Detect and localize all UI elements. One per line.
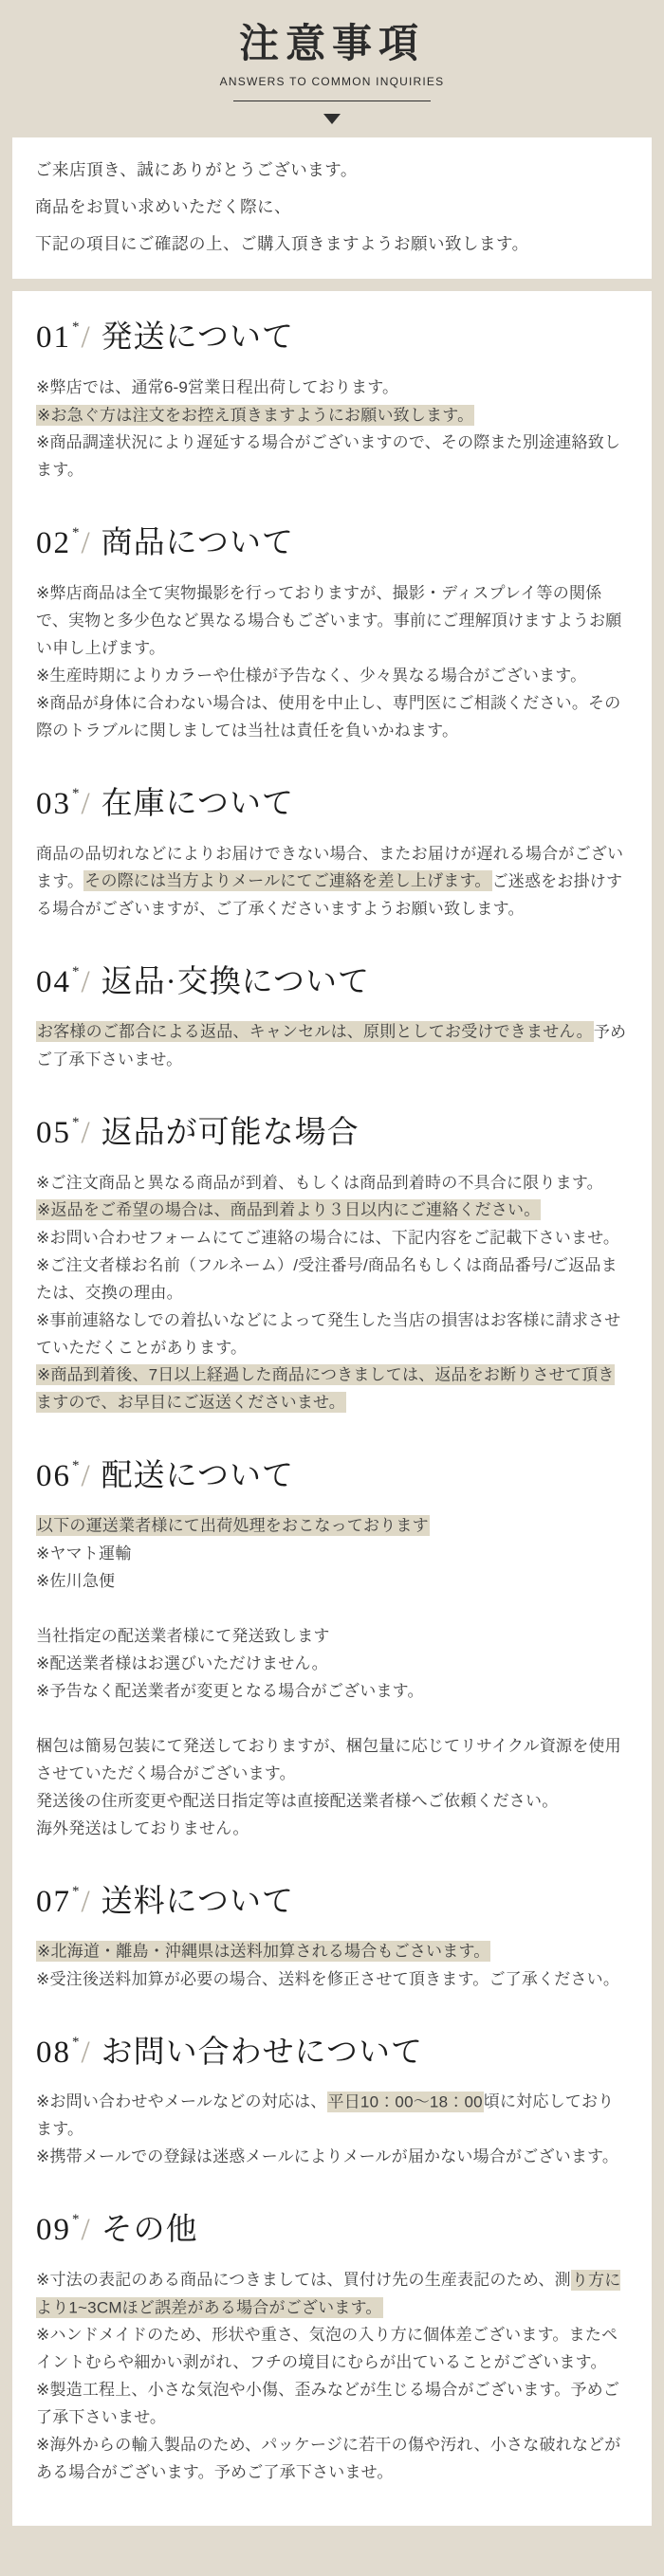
text-run: 予めご了承下さいませ。	[36, 1022, 627, 1069]
text-run: ご迷惑をお掛けする場合がございますが、ご了承くださいますようお願い致します。	[36, 871, 623, 918]
text-run: ※海外からの輸入製品のため、パッケージに若干の傷や汚れ、小さな破れなどがある場合がございます。予めご了承下さいませ。	[36, 2436, 621, 2482]
asterisk-mark: *	[72, 525, 81, 541]
text-run: ※ハンドメイドのため、形状や重さ、気泡の入り方に個体差ございます。またペイントむらや細かい剥がれ、フチの境目にむらが出ていることがございます。	[36, 2326, 618, 2372]
notice-paragraph	[36, 1169, 628, 1197]
notice-paragraph	[36, 1224, 628, 1251]
section-number: 07	[36, 1884, 71, 1919]
section-title: お問い合わせについて	[101, 2035, 424, 2070]
section-title: 配送について	[101, 1458, 295, 1493]
section-04	[36, 962, 628, 1073]
notice-paragraph	[36, 1938, 628, 1965]
notice-paragraph	[36, 1677, 628, 1705]
intro-line: ご来店頂き、誠にありがとうございます。	[35, 160, 358, 180]
intro-line: 下記の項目にご確認の上、ご購入頂きますようお願い致します。	[35, 234, 529, 254]
highlighted-text: ※商品到着後、7日以上経過した商品につきましては、返品をお断りさせて頂きますので、お早目にご返送くださいませ。	[36, 1365, 615, 1412]
page-title: 注意事項	[238, 21, 425, 65]
slash-divider: /	[81, 964, 91, 999]
notice-paragraph	[36, 1018, 628, 1073]
notice-paragraph	[36, 1197, 628, 1224]
down-triangle-icon	[323, 114, 341, 124]
notice-paragraph	[36, 1306, 628, 1361]
section-number: 06	[36, 1458, 71, 1493]
notice-card	[12, 291, 652, 2526]
asterisk-mark: *	[72, 2212, 81, 2228]
section-09	[36, 2210, 628, 2486]
section-heading	[36, 2033, 628, 2074]
sections	[36, 318, 628, 2486]
section-heading	[36, 1113, 628, 1154]
highlighted-text: ※お急ぐ方は注文をお控え頂きますようにお願い致します。	[37, 406, 474, 425]
text-run: 頃に対応しております。	[36, 2092, 615, 2139]
section-heading	[36, 1456, 628, 1497]
text-run: 当社指定の配送業者様にて発送致します	[36, 1626, 330, 1645]
section-title: 商品について	[101, 526, 295, 561]
section-title: 送料について	[101, 1884, 295, 1919]
section-title: 返品が可能な場合	[101, 1115, 360, 1150]
highlighted-text: ※返品をご希望の場合は、商品到着より３日以内にご連絡ください。	[37, 1200, 541, 1219]
asterisk-mark: *	[72, 2034, 81, 2050]
section-01	[36, 318, 628, 484]
highlighted-text: ※北海道・離島・沖縄県は送料加算される場合もごさいます。	[37, 1942, 490, 1961]
text-run: 商品の品切れなどによりお届けできない場合、またお届けが遅れる場合がございます。	[36, 844, 624, 890]
section-title: 発送について	[101, 320, 295, 356]
text-run: 海外発送はしておりません。	[36, 1818, 249, 1837]
section-heading	[36, 962, 628, 1003]
text-run: ※佐川急便	[36, 1571, 116, 1590]
section-07	[36, 1882, 628, 1993]
asterisk-mark: *	[72, 963, 81, 979]
intro-card	[12, 137, 652, 279]
notice-paragraph	[36, 1965, 628, 1993]
text-run: ※ご注文商品と異なる商品が到着、もしくは商品到着時の不具合に限ります。	[36, 1173, 603, 1192]
asterisk-mark: *	[72, 320, 81, 336]
text-run: ※商品調達状況により遅延する場合がございますので、その際また別途連絡致します。	[36, 433, 621, 480]
highlighted-text: お客様のご都合による返品、キャンセルは、原則としてお受けできません。	[37, 1022, 593, 1041]
highlighted-text: その際には当方よりメールにてご連絡を差し上げます。	[84, 871, 491, 890]
notice-paragraph	[36, 1815, 628, 1842]
text-run: ※弊店では、通常6-9営業日程出荷しております。	[36, 378, 399, 397]
text-run: ※予告なく配送業者が変更となる場合がございます。	[36, 1681, 424, 1700]
section-heading	[36, 318, 628, 358]
section-08	[36, 2033, 628, 2171]
highlighted-text: り方により1~3CMほど誤差がある場合がございます。	[36, 2271, 621, 2317]
section-title: 返品·交換について	[101, 964, 371, 999]
asterisk-mark: *	[72, 786, 81, 802]
text-run: ※寸法の表記のある商品につきましては、買付け先の生産表記のため、測	[36, 2271, 571, 2290]
notice-paragraph	[36, 689, 628, 744]
slash-divider: /	[81, 2035, 91, 2070]
notice-paragraph	[36, 1622, 628, 1650]
notice-paragraph	[36, 662, 628, 689]
slash-divider: /	[81, 787, 91, 822]
text-run: ※お問い合わせフォームにてご連絡の場合には、下記内容をご記載下さいませ。	[36, 1228, 620, 1247]
text-run: ※お問い合わせやメールなどの対応は、	[36, 2092, 327, 2111]
page-header	[0, 0, 664, 124]
notice-paragraph	[36, 1540, 628, 1567]
text-run: ※生産時期によりカラーや仕様が予告なく、少々異なる場合がございます。	[36, 667, 587, 685]
paragraph-spacer	[36, 1705, 628, 1732]
slash-divider: /	[81, 526, 91, 561]
text-run: ※ヤマト運輸	[36, 1544, 132, 1562]
notice-paragraph	[36, 2088, 628, 2143]
section-06	[36, 1456, 628, 1842]
text-run: ※ご注文者様お名前（フルネーム）/受注番号/商品名もしくは商品番号/ご返品または、交換の理由。	[36, 1255, 618, 1302]
section-05	[36, 1113, 628, 1416]
notice-paragraph	[36, 2321, 628, 2376]
section-number: 09	[36, 2213, 71, 2248]
notice-paragraph	[36, 579, 628, 662]
section-title: 在庫について	[101, 787, 295, 822]
slash-divider: /	[81, 1458, 91, 1493]
section-02	[36, 523, 628, 744]
asterisk-mark: *	[72, 1114, 81, 1130]
highlighted-text: 以下の運送業者様にて出荷処理をおこなっております	[37, 1516, 429, 1535]
text-run: ※事前連絡なしでの着払いなどによって発生した当店の損害はお客様に請求させていただくことがあります。	[36, 1310, 621, 1357]
notice-paragraph	[36, 1650, 628, 1677]
section-heading	[36, 784, 628, 825]
text-run: ※弊店商品は全て実物撮影を行っておりますが、撮影・ディスプレイ等の関係で、実物と多少色など異なる場合もございます。事前にご理解頂けますようお願い申し上げます。	[36, 584, 622, 658]
section-number: 04	[36, 964, 71, 999]
text-run: ※携帯メールでの登録は迷惑メールによりメールが届かない場合がございます。	[36, 2147, 619, 2166]
divider-line	[233, 100, 431, 101]
section-03	[36, 784, 628, 923]
intro-line: 商品をお買い求めいただく際に、	[35, 197, 291, 217]
notice-paragraph	[36, 374, 628, 401]
notice-paragraph	[36, 2376, 628, 2431]
text-run: ※商品が身体に合わない場合は、使用を中止し、専門医にご相談ください。その際のトラブルに関しましては当社は責任を負いかねます。	[36, 694, 621, 740]
notice-paragraph	[36, 840, 628, 923]
section-title: その他	[101, 2213, 198, 2248]
asterisk-mark: *	[72, 1883, 81, 1899]
text-run: 梱包は簡易包装にて発送しておりますが、梱包量に応じてリサイクル資源を使用させていただく場合がございます。	[36, 1736, 621, 1782]
text-run: ※配送業者様はお選びいただけません。	[36, 1653, 328, 1672]
slash-divider: /	[81, 1884, 91, 1919]
notice-paragraph	[36, 1512, 628, 1540]
highlighted-text: 平日10：00～18：00	[327, 2092, 483, 2111]
section-heading	[36, 523, 628, 564]
text-run: ※受注後送料加算が必要の場合、送料を修正させて頂きます。ご了承ください。	[36, 1969, 620, 1988]
page-subtitle: ANSWERS TO COMMON INQUIRIES	[219, 75, 445, 89]
section-number: 01	[36, 320, 71, 356]
section-number: 08	[36, 2035, 71, 2070]
text-run: ※製造工程上、小さな気泡や小傷、歪みなどが生じる場合がございます。予めご了承下さいませ。	[36, 2381, 620, 2427]
notice-paragraph	[36, 1361, 628, 1416]
text-run: 発送後の住所変更や配送日指定等は直接配送業者様へご依頼ください。	[36, 1791, 559, 1810]
notice-paragraph	[36, 1251, 628, 1306]
section-heading	[36, 1882, 628, 1923]
asterisk-mark: *	[72, 1457, 81, 1473]
slash-divider: /	[81, 2213, 91, 2248]
section-heading	[36, 2210, 628, 2251]
section-number: 05	[36, 1115, 71, 1150]
notice-paragraph	[36, 1567, 628, 1595]
notice-paragraph	[36, 401, 628, 429]
notice-paragraph	[36, 429, 628, 484]
slash-divider: /	[81, 320, 91, 356]
notice-paragraph	[36, 1787, 628, 1815]
section-number: 03	[36, 787, 71, 822]
notice-paragraph	[36, 2266, 628, 2321]
paragraph-spacer	[36, 1595, 628, 1622]
slash-divider: /	[81, 1115, 91, 1150]
notice-paragraph	[36, 1732, 628, 1787]
section-number: 02	[36, 526, 71, 561]
notice-paragraph	[36, 2431, 628, 2486]
notice-paragraph	[36, 2143, 628, 2170]
